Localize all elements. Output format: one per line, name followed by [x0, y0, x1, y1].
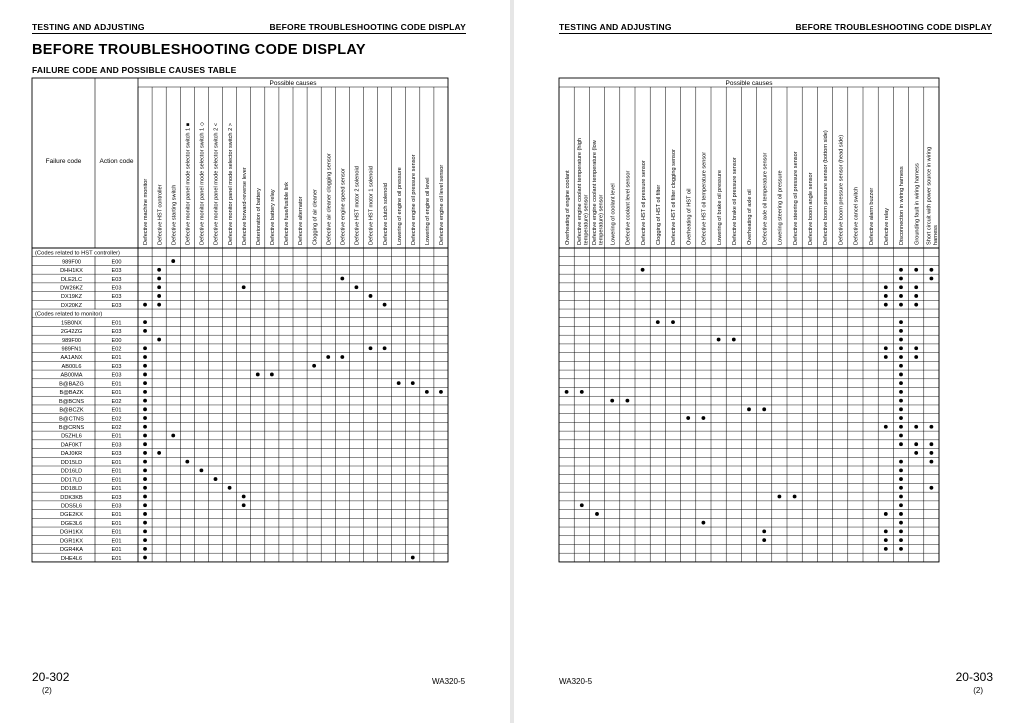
cause-dot [143, 329, 147, 333]
action-code-cell: E00 [111, 259, 122, 266]
action-code-cell: E02 [111, 416, 122, 423]
cause-dot [143, 460, 147, 464]
failure-code-cell: DD16LD [60, 468, 83, 475]
cause-column-label: Overheating of engine coolant [564, 170, 571, 245]
cause-dot [143, 503, 147, 507]
section-row-label: (Codes related to HST controller) [35, 250, 120, 257]
cause-dot [157, 303, 161, 307]
cause-dot [397, 381, 401, 385]
cause-column-label: harness [933, 225, 940, 245]
cause-dot [702, 521, 706, 525]
cause-dot [899, 547, 903, 551]
cause-column-label: Defective fuse/fusible link [284, 181, 291, 245]
cause-dot [914, 346, 918, 350]
action-code-cell: E01 [111, 555, 122, 562]
cause-dot [732, 338, 736, 342]
cause-dot [143, 521, 147, 525]
cause-column-label: Defective alternator [298, 196, 305, 245]
running-header-right: BEFORE TROUBLESHOOTING CODE DISPLAY [269, 22, 466, 32]
failure-code-cell: AB00L6 [61, 363, 82, 370]
cause-dot [899, 373, 903, 377]
cause-dot [214, 477, 218, 481]
cause-dot [884, 538, 888, 542]
cause-dot [143, 416, 147, 420]
cause-dot [914, 294, 918, 298]
cause-dot [899, 416, 903, 420]
cause-column-label: Defective relay [884, 208, 890, 245]
running-header-right: BEFORE TROUBLESHOOTING CODE DISPLAY [795, 22, 992, 32]
action-code-cell: E03 [111, 442, 122, 449]
cause-dot [369, 294, 373, 298]
cause-dot [580, 503, 584, 507]
action-code-cell: E02 [111, 425, 122, 431]
cause-dot [340, 277, 344, 281]
cause-dot [884, 285, 888, 289]
cause-dot [143, 451, 147, 455]
action-code-cell: E00 [111, 337, 122, 344]
failure-code-cell: DDS5L6 [60, 503, 83, 510]
cause-dot [899, 268, 903, 272]
cause-dot [899, 407, 903, 411]
action-code-cell: E01 [111, 477, 122, 484]
cause-dot [884, 346, 888, 350]
cause-dot [899, 390, 903, 394]
cause-column-label: Defective engine oil pressure sensor [410, 154, 417, 245]
cause-dot [914, 303, 918, 307]
cause-column-label: Overheating of axle oil [747, 189, 754, 245]
cause-dot [762, 530, 766, 534]
cause-dot [610, 399, 614, 403]
cause-dot [626, 399, 630, 403]
action-code-cell: E01 [111, 538, 122, 545]
failure-code-cell: 989FN1 [61, 346, 82, 353]
cause-dot [899, 530, 903, 534]
cause-dot [884, 530, 888, 534]
cause-dot [914, 425, 918, 429]
failure-code-cell: DLE2LC [60, 276, 83, 283]
cause-dot [143, 407, 147, 411]
failure-code-cell: D5ZHL6 [61, 433, 82, 440]
action-code-cell: E01 [111, 529, 122, 536]
cause-dot [899, 294, 903, 298]
cause-dot [355, 285, 359, 289]
action-code-cell: E03 [111, 363, 122, 370]
cause-dot [914, 285, 918, 289]
action-code-cell: E03 [111, 285, 122, 292]
cause-dot [143, 495, 147, 499]
revision-mark: (2) [973, 686, 983, 695]
action-code-cell: E01 [111, 320, 122, 327]
cause-column-label: Overheating of HST oil [686, 188, 693, 245]
cause-column-label: Defective machine monitor [143, 178, 150, 245]
cause-dot [157, 268, 161, 272]
action-code-cell: E01 [111, 355, 122, 362]
action-code-header: Action code [99, 158, 134, 165]
cause-column-label: Defective monitor panel mode selector switch 1 ◇ [199, 121, 206, 245]
cause-dot [595, 512, 599, 516]
cause-dot [171, 259, 175, 263]
cause-column-label: Short circuit with power source in wiring [926, 146, 933, 245]
cause-dot [930, 486, 934, 490]
cause-dot [884, 294, 888, 298]
cause-column-label: Defective HST motor 2 solenoid [354, 166, 361, 245]
cause-dot [899, 277, 903, 281]
cause-dot [242, 495, 246, 499]
running-header-left: TESTING AND ADJUSTING [559, 22, 672, 32]
cause-dot [930, 460, 934, 464]
cause-dot [143, 477, 147, 481]
failure-code-cell: DHH1KX [60, 268, 83, 275]
failure-code-cell: DHE4L6 [60, 555, 83, 562]
cause-dot [143, 530, 147, 534]
cause-dot [899, 521, 903, 525]
action-code-cell: E01 [111, 486, 122, 493]
page-title: BEFORE TROUBLESHOOTING CODE DISPLAY [32, 42, 366, 58]
cause-column-label: Defective forward-reverse lever [241, 167, 248, 245]
cause-dot [143, 425, 147, 429]
failure-code-cell: DGH1KX [59, 529, 84, 536]
cause-column-label: Defective HST oil pressure sensor [640, 160, 647, 245]
failure-code-cell: DAJ0KR [60, 451, 83, 458]
failure-code-table [0, 0, 510, 723]
cause-dot [157, 338, 161, 342]
section-row-label: (Codes related to monitor) [35, 311, 103, 318]
cause-dot [312, 364, 316, 368]
action-code-cell: E02 [111, 398, 122, 405]
cause-dot [228, 486, 232, 490]
cause-dot [157, 294, 161, 298]
failure-code-header: Failure code [45, 158, 82, 165]
cause-dot [930, 451, 934, 455]
cause-dot [143, 381, 147, 385]
cause-dot [884, 512, 888, 516]
failure-code-cell: 989F00 [62, 337, 81, 344]
left-page [0, 0, 510, 723]
possible-causes-heading: Possible causes [725, 80, 773, 87]
action-code-cell: E03 [111, 503, 122, 510]
action-code-cell: E03 [111, 372, 122, 379]
model-number: WA320-5 [432, 677, 466, 686]
cause-dot [185, 460, 189, 464]
cause-dot [914, 442, 918, 446]
cause-column-label: Deterioration of battery [255, 188, 262, 245]
cause-dot [671, 320, 675, 324]
revision-mark: (2) [42, 686, 52, 695]
action-code-cell: E01 [111, 468, 122, 475]
cause-column-label: Defective boom pressure sensor (bottom side) [823, 130, 830, 245]
page-number: 20-302 [32, 670, 70, 684]
cause-dot [899, 346, 903, 350]
cause-column-label: Defective monitor panel mode selector switch 2 < [213, 122, 220, 245]
cause-dot [242, 285, 246, 289]
action-code-cell: E01 [111, 390, 122, 397]
cause-dot [143, 486, 147, 490]
cause-dot [899, 338, 903, 342]
running-header-left: TESTING AND ADJUSTING [32, 22, 145, 32]
failure-code-cell: DD17LD [60, 477, 83, 484]
cause-dot [899, 495, 903, 499]
action-code-cell: E03 [111, 302, 122, 309]
cause-dot [899, 355, 903, 359]
cause-dot [884, 547, 888, 551]
cause-dot [914, 355, 918, 359]
cause-dot [143, 320, 147, 324]
cause-column-label: Lowering of coolant level [610, 183, 617, 245]
cause-column-label: Defective starting switch [171, 184, 178, 245]
action-code-cell: E01 [111, 459, 122, 466]
cause-column-label: Defective monitor panel mode selector switch 2 > [227, 122, 234, 245]
cause-dot [143, 390, 147, 394]
cause-dot [930, 425, 934, 429]
cause-dot [899, 477, 903, 481]
cause-dot [383, 303, 387, 307]
cause-column-label: Defective cancel switch [853, 186, 860, 245]
cause-dot [899, 468, 903, 472]
cause-dot [143, 442, 147, 446]
cause-dot [899, 486, 903, 490]
cause-dot [143, 364, 147, 368]
action-code-cell: E03 [111, 451, 122, 458]
cause-dot [270, 373, 274, 377]
cause-column-label: Defective HST oil filter clogging sensor [671, 149, 678, 245]
cause-dot [411, 381, 415, 385]
action-code-cell: E02 [111, 346, 122, 353]
cause-column-label: Disconnection in wiring harness [899, 166, 906, 245]
action-code-cell: E01 [111, 512, 122, 519]
cause-column-label: Clogging of HST oil filter [656, 184, 662, 245]
cause-dot [899, 512, 903, 516]
cause-column-label: Lowering of engine oil level [425, 177, 432, 245]
cause-dot [899, 503, 903, 507]
cause-dot [884, 303, 888, 307]
failure-code-cell: B@BCNS [59, 398, 84, 405]
cause-dot [143, 399, 147, 403]
cause-dot [930, 268, 934, 272]
cause-dot [884, 425, 888, 429]
cause-column-label: Defective monitor panel mode selector switch 1 ■ [185, 122, 192, 245]
cause-dot [762, 538, 766, 542]
cause-dot [899, 442, 903, 446]
cause-column-label: Defective engine coolant temperature (high [577, 138, 583, 245]
page-number: 20-303 [955, 670, 993, 684]
table-subtitle: FAILURE CODE AND POSSIBLE CAUSES TABLE [32, 65, 237, 75]
cause-column-label: Defective clutch solenoid [382, 183, 389, 245]
cause-dot [686, 416, 690, 420]
cause-column-label: Defective engine coolant temperature (low [592, 140, 599, 245]
action-code-cell: E03 [111, 268, 122, 275]
failure-code-cell: DGE2KX [60, 512, 83, 519]
cause-dot [580, 390, 584, 394]
failure-code-cell: DD18LD [60, 486, 83, 493]
cause-column-label: Defective battery relay [270, 189, 277, 245]
failure-code-cell: B@BCZK [59, 407, 84, 414]
cause-dot [641, 268, 645, 272]
cause-dot [884, 355, 888, 359]
cause-dot [899, 329, 903, 333]
possible-causes-heading: Possible causes [269, 80, 317, 87]
cause-column-label: Clogging of air cleaner [312, 189, 319, 245]
cause-column-label: Lowering steering oil pressure [777, 170, 784, 245]
cause-dot [340, 355, 344, 359]
cause-dot [899, 425, 903, 429]
cause-dot [914, 268, 918, 272]
cause-dot [899, 381, 903, 385]
cause-dot [242, 503, 246, 507]
cause-column-label: Lowering of brake oil pressure [716, 170, 723, 245]
action-code-cell: E03 [111, 329, 122, 336]
action-code-cell: E03 [111, 294, 122, 301]
model-number: WA320-5 [559, 677, 593, 686]
cause-dot [793, 495, 797, 499]
cause-dot [143, 556, 147, 560]
cause-column-label: Defective boom pressure sensor (head side) [838, 134, 845, 245]
failure-code-cell: DGR4KA [59, 547, 84, 554]
cause-column-label: Defective engine speed sensor [340, 168, 347, 245]
cause-dot [326, 355, 330, 359]
cause-dot [899, 303, 903, 307]
cause-dot [200, 468, 204, 472]
failure-code-cell: DX19KZ [60, 294, 83, 301]
cause-dot [930, 442, 934, 446]
cause-dot [930, 277, 934, 281]
cause-column-label: Defective HST controller [157, 184, 164, 245]
action-code-cell: E01 [111, 520, 122, 527]
action-code-cell: E01 [111, 407, 122, 414]
cause-column-label: Defective coolant level sensor [625, 170, 632, 245]
cause-dot [369, 346, 373, 350]
cause-dot [256, 373, 260, 377]
right-page [514, 0, 1024, 723]
cause-dot [899, 364, 903, 368]
cause-column-label: Grounding fault in wiring harness [914, 163, 921, 245]
cause-dot [899, 460, 903, 464]
action-code-cell: E03 [111, 276, 122, 283]
cause-dot [157, 285, 161, 289]
cause-column-label: Defective steering oil pressure sensor [792, 151, 799, 245]
failure-code-cell: DD15LD [60, 459, 83, 466]
cause-dot [143, 373, 147, 377]
cause-column-label: Defective HST motor 1 solenoid [368, 166, 375, 245]
cause-column-label: Defective engine oil level sensor [439, 164, 446, 245]
failure-code-cell: 15B0NX [61, 320, 82, 327]
cause-column-label: Defective air cleaner clogging sensor [326, 153, 333, 245]
cause-dot [157, 451, 161, 455]
cause-dot [143, 547, 147, 551]
cause-dot [914, 451, 918, 455]
action-code-cell: E01 [111, 381, 122, 388]
cause-dot [143, 346, 147, 350]
cause-dot [717, 338, 721, 342]
failure-code-cell: DX20KZ [60, 302, 83, 309]
cause-dot [383, 346, 387, 350]
cause-column-label: Lowering of engine oil pressure [396, 167, 403, 245]
cause-dot [425, 390, 429, 394]
cause-column-label: Defective HST oil temperature sensor [701, 151, 708, 245]
failure-code-cell: B@CTNS [59, 416, 84, 423]
action-code-cell: E03 [111, 494, 122, 501]
cause-dot [143, 468, 147, 472]
cause-dot [899, 434, 903, 438]
cause-dot [565, 390, 569, 394]
failure-code-cell: 989F00 [62, 259, 81, 266]
failure-code-cell: B@BAZG [59, 381, 84, 388]
failure-code-cell: DGR1KX [59, 538, 84, 545]
failure-code-cell: 2G42ZG [60, 329, 83, 336]
cause-column-label: Defective axle oil temperature sensor [762, 152, 769, 245]
cause-dot [899, 285, 903, 289]
failure-code-cell: AB00MA [60, 372, 83, 379]
cause-column-label: Defective boom angle sensor [808, 172, 814, 245]
action-code-cell: E01 [111, 547, 122, 554]
failure-code-cell: DAF0KT [60, 442, 83, 449]
action-code-cell: E01 [111, 433, 122, 440]
failure-code-cell: B@BAZK [59, 390, 84, 397]
cause-column-label: temperature) sensor [583, 194, 590, 245]
failure-code-cell: DW26KZ [60, 285, 83, 292]
cause-dot [143, 303, 147, 307]
cause-dot [702, 416, 706, 420]
cause-dot [143, 538, 147, 542]
cause-dot [411, 556, 415, 560]
cause-dot [899, 538, 903, 542]
cause-dot [899, 399, 903, 403]
cause-column-label: Defective brake oil pressure sensor [732, 157, 738, 245]
cause-dot [143, 512, 147, 516]
failure-code-cell: AA1ANX [60, 355, 83, 362]
cause-dot [157, 277, 161, 281]
cause-dot [899, 320, 903, 324]
possible-causes-table [514, 0, 1024, 723]
cause-column-label: temperature) sensor [598, 194, 605, 245]
table-border [559, 78, 939, 562]
failure-code-cell: DGE3L6 [60, 520, 83, 527]
cause-dot [439, 390, 443, 394]
cause-column-label: Defective alarm buzzer [868, 187, 875, 245]
cause-dot [747, 407, 751, 411]
cause-dot [171, 434, 175, 438]
cause-dot [143, 355, 147, 359]
cause-dot [778, 495, 782, 499]
cause-dot [762, 407, 766, 411]
failure-code-cell: B@CRNS [58, 425, 85, 431]
table-border [32, 78, 448, 562]
cause-dot [143, 434, 147, 438]
failure-code-cell: DDK3KB [60, 494, 83, 501]
cause-dot [656, 320, 660, 324]
